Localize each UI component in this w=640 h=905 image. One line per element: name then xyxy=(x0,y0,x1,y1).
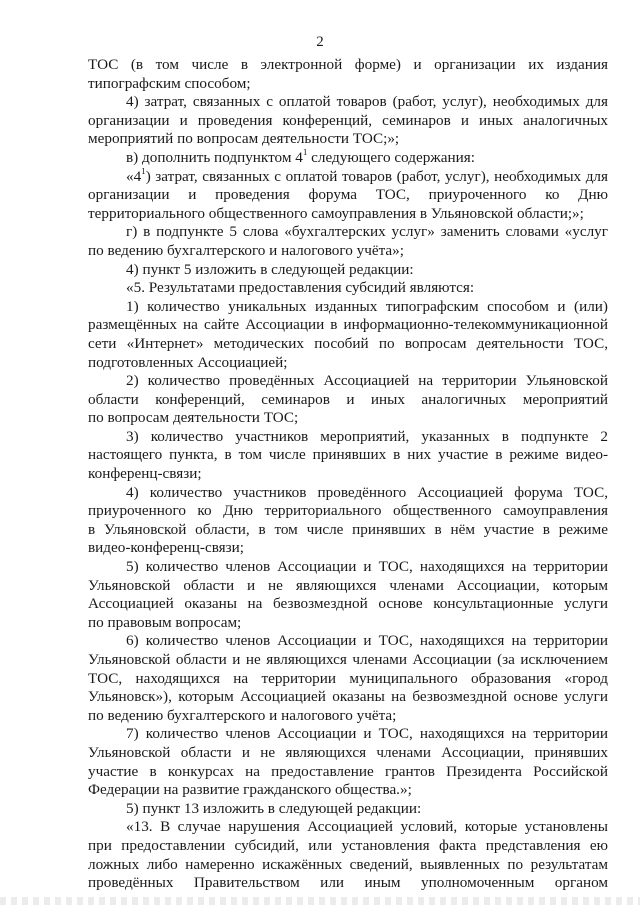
text-line: по правовым вопросам; xyxy=(88,613,242,631)
text-line: 5) пункт 13 изложить в следующей редакции: xyxy=(126,799,422,817)
text-line: подготовленных Ассоциацией; xyxy=(88,353,288,371)
text-line: 1) количество уникальных изданных типографским способом и (или) xyxy=(126,297,608,315)
text-line: по ведению бухгалтерского и налогового учёта; xyxy=(88,706,397,724)
text-line: участие в конкурсах на предоставление грантов Президента Российской xyxy=(88,762,608,780)
scan-edge-artifact xyxy=(0,897,640,905)
text-line: видео-конференц-связи; xyxy=(88,539,245,557)
text-line: в) дополнить подпунктом $4^1$ следующего содержания: xyxy=(88,149,608,168)
text-line: типографским способом; xyxy=(88,74,251,92)
text-line: г) в подпункте 5 слова «бухгалтерских услуг» заменить словами «услуг xyxy=(126,223,608,241)
text-line: Ассоциацией оказаны на безвозмездной основе консультационные услуги xyxy=(88,595,608,613)
text-line: организации и проведения форума ТОС, приуроченного ко Дню xyxy=(88,186,608,204)
text-line: области конференций, семинаров и иных аналогичных мероприятий xyxy=(88,390,608,408)
text-line: Ульяновской области и не являющихся членами Ассоциации, которым xyxy=(88,576,608,594)
text-line: при предоставлении субсидий, или установления факта представления ею xyxy=(88,836,608,854)
text-line: ТОС (в том числе в электронной форме) и организации их издания xyxy=(88,56,608,73)
text-line: размещённых на сайте Ассоциации в информационно-телекоммуникационной xyxy=(88,316,608,334)
text-line: организации и проведения конференций, семинаров и иных аналогичных xyxy=(88,111,608,129)
superscript: 1 xyxy=(302,148,308,157)
page-number: 2 xyxy=(316,34,324,50)
text-line: 4) пункт 5 изложить в следующей редакции: xyxy=(126,260,414,278)
document-body xyxy=(88,56,608,893)
text-line: Ульяновской области и не являющихся членами Ассоциации, принявших xyxy=(88,743,608,761)
text-line: 6) количество членов Ассоциации и ТОС, находящихся на территории xyxy=(126,632,608,650)
text-line: Федерации на развитие гражданского общества.»; xyxy=(88,781,412,799)
text-line: 5) количество членов Ассоциации и ТОС, находящихся на территории xyxy=(126,558,608,576)
text-line: по вопросам деятельности ТОС; xyxy=(88,409,299,427)
text-line: 4) количество участников проведённого Ассоциацией форума ТОС, xyxy=(126,483,608,501)
text-line: «$4^1$) затрат, связанных с оплатой товаров (работ, услуг), необходимых для xyxy=(88,168,608,187)
text-line: «13. В случае нарушения Ассоциацией условий, которые установлены xyxy=(126,818,608,836)
text-line: конференц-связи; xyxy=(88,465,202,483)
text-line: сети «Интернет» методических пособий по вопросам деятельности ТОС, xyxy=(88,334,608,352)
text-line: Ульяновск»), которым Ассоциацией оказаны на безвозмездной основе услуги xyxy=(88,688,608,706)
text-line: приуроченного ко Дню территориального общественного самоуправления xyxy=(88,502,608,520)
text-line: по ведению бухгалтерского и налогового учёта»; xyxy=(88,241,404,259)
text-line: ТОС, находящихся на территории муниципального образования «город xyxy=(88,669,608,687)
text-line: 3) количество участников мероприятий, указанных в подпункте 2 xyxy=(126,427,608,445)
text-line: проведённых Правительством или иным уполномоченным органом xyxy=(88,874,608,892)
text-line: ложных либо намеренно искажённых сведений, выявленных по результатам xyxy=(88,855,608,873)
text-line: 4) затрат, связанных с оплатой товаров (работ, услуг), необходимых для xyxy=(126,93,608,111)
text-line: 7) количество членов Ассоциации и ТОС, находящихся на территории xyxy=(126,725,608,743)
text-line: «5. Результатами предоставления субсидий являются: xyxy=(126,279,475,297)
text-line: в Ульяновской области, в том числе принявших в нём участие в режиме xyxy=(88,520,608,538)
text-line: Ульяновской области и не являющихся членами Ассоциации (за исключением xyxy=(88,651,608,668)
text-line: 2) количество проведённых Ассоциацией на территории Ульяновской xyxy=(126,372,608,390)
text-line: настоящего пункта, в том числе принявших в них участие в режиме видео- xyxy=(88,446,608,464)
text-line: мероприятий по вопросам деятельности ТОС;»; xyxy=(88,130,400,148)
text-line: территориального общественного самоуправления в Ульяновской области;»; xyxy=(88,204,584,222)
superscript: 1 xyxy=(141,167,146,176)
